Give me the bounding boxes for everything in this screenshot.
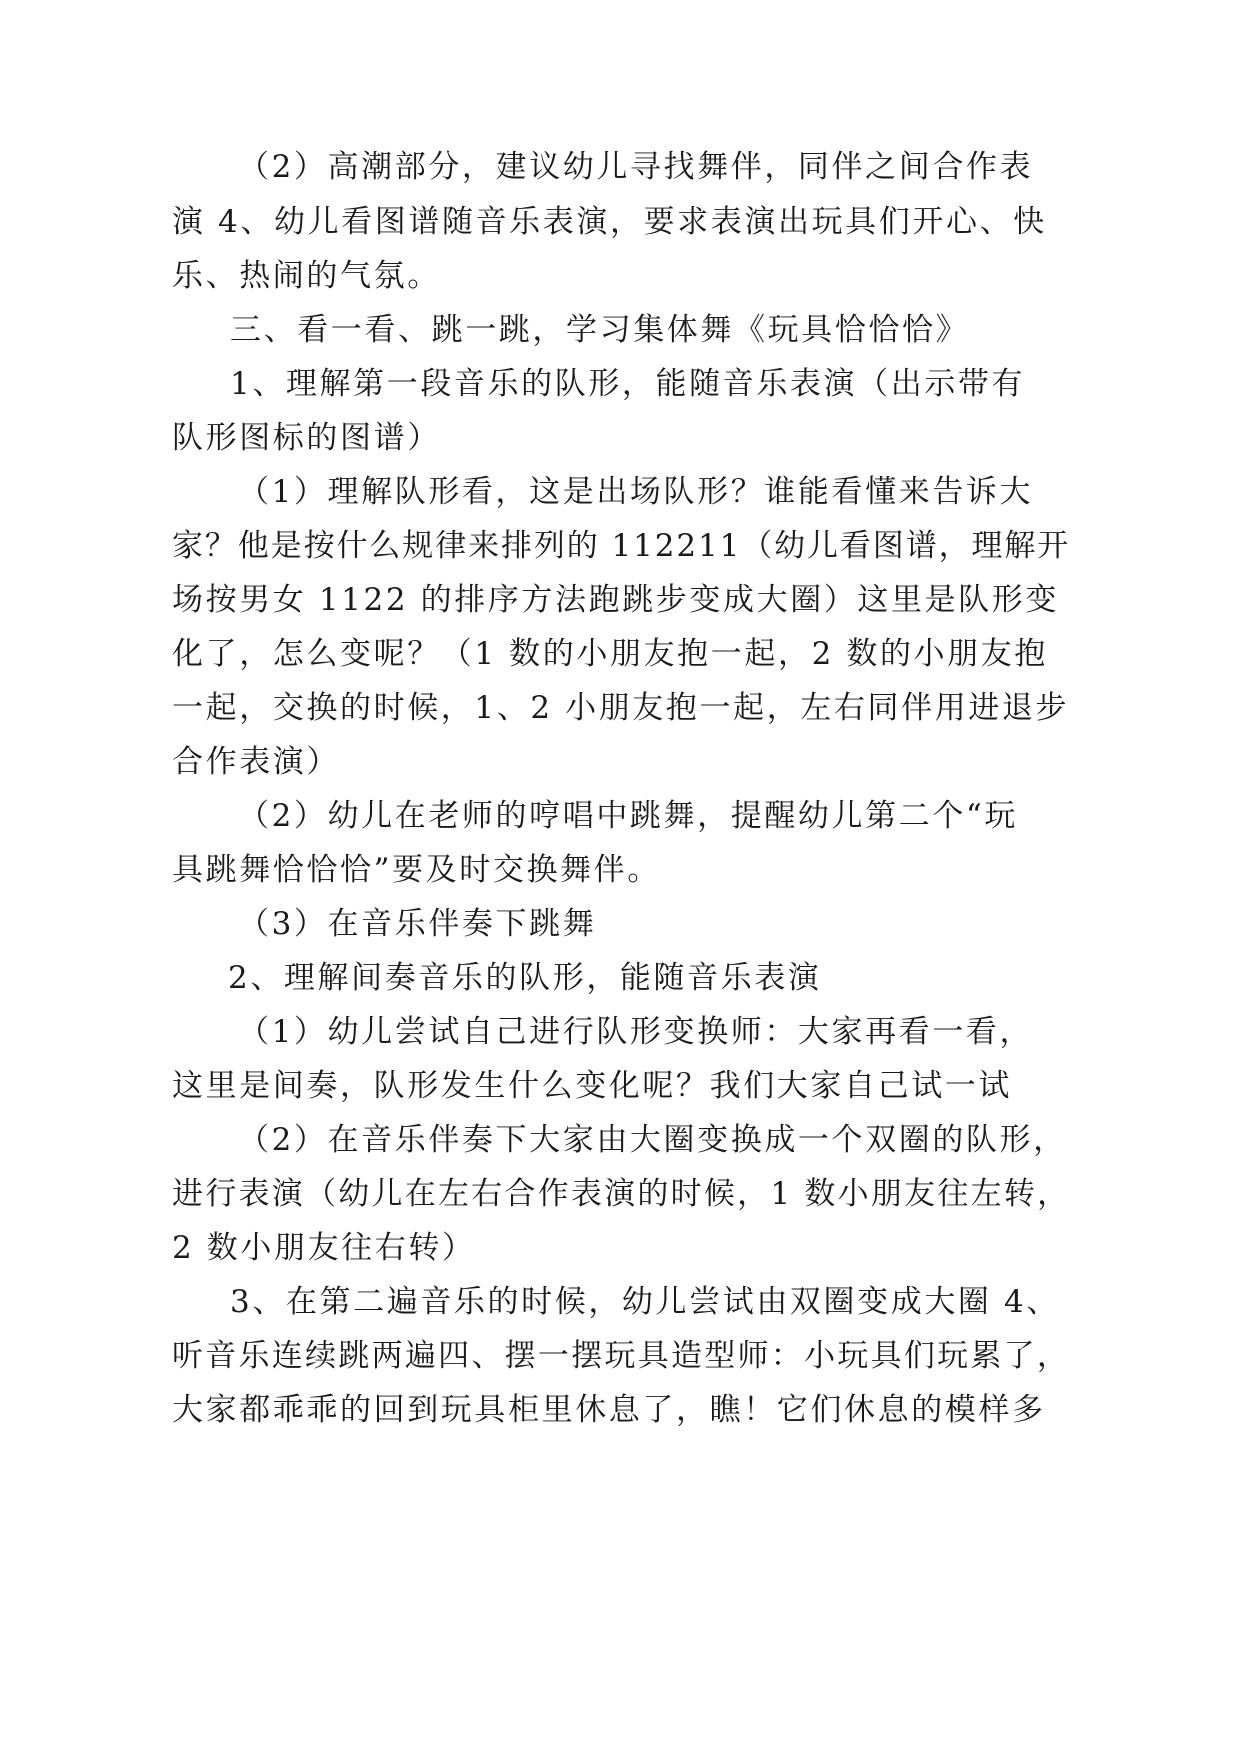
text-line: 进行表演（幼儿在左右合作表演的时候，1 数小朋友往左转，	[172, 1176, 1071, 1212]
text-line: （3）在音乐伴奏下跳舞	[238, 906, 597, 942]
text-line: 一起，交换的时候，1、2 小朋友抱一起，左右同伴用进退步	[172, 690, 1070, 726]
text-line: 场按男女 1122 的排序方法跑跳步变成大圈）这里是队形变	[172, 582, 1059, 618]
text-line: 2 数小朋友往右转）	[172, 1230, 476, 1266]
text-line: （1）理解队形看，这是出场队形？谁能看懂来告诉大	[238, 474, 1034, 510]
text-line: （1）幼儿尝试自己进行队形变换师：大家再看一看，	[238, 1014, 1034, 1050]
text-line: 合作表演）	[172, 744, 340, 780]
text-line: 家？他是按什么规律来排列的 112211（幼儿看图谱，理解开	[172, 528, 1071, 564]
text-line: （2）在音乐伴奏下大家由大圈变换成一个双圈的队形，	[238, 1122, 1067, 1158]
text-line: 2、理解间奏音乐的队形，能随音乐表演	[228, 960, 822, 996]
text-line: 3、在第二遍音乐的时候，幼儿尝试由双圈变成大圈 4、	[230, 1284, 1060, 1320]
text-line: 化了，怎么变呢？（1 数的小朋友抱一起，2 数的小朋友抱	[172, 636, 1048, 672]
text-line: 听音乐连续跳两遍四、摆一摆玩具造型师：小玩具们玩累了，	[172, 1338, 1071, 1374]
section-heading: 三、看一看、跳一跳，学习集体舞《玩具恰恰恰》	[230, 312, 970, 348]
text-line: 这里是间奏，队形发生什么变化呢？我们大家自己试一试	[172, 1068, 1012, 1104]
text-line: 具跳舞恰恰恰”要及时交换舞伴。	[172, 852, 661, 888]
text-line: 大家都乖乖的回到玩具柜里休息了，瞧！它们休息的模样多	[172, 1392, 1046, 1428]
text-line: 演 4、幼儿看图谱随音乐表演，要求表演出玩具们开心、快	[172, 204, 1047, 240]
text-line: 队形图标的图谱）	[172, 420, 441, 456]
text-line: 乐、热闹的气氛。	[172, 258, 441, 294]
text-line: 1、理解第一段音乐的队形，能随音乐表演（出示带有	[230, 366, 1026, 402]
text-line: （2）高潮部分，建议幼儿寻找舞伴，同伴之间合作表	[238, 149, 1034, 185]
text-line: （2）幼儿在老师的哼唱中跳舞，提醒幼儿第二个“玩	[238, 798, 1018, 834]
